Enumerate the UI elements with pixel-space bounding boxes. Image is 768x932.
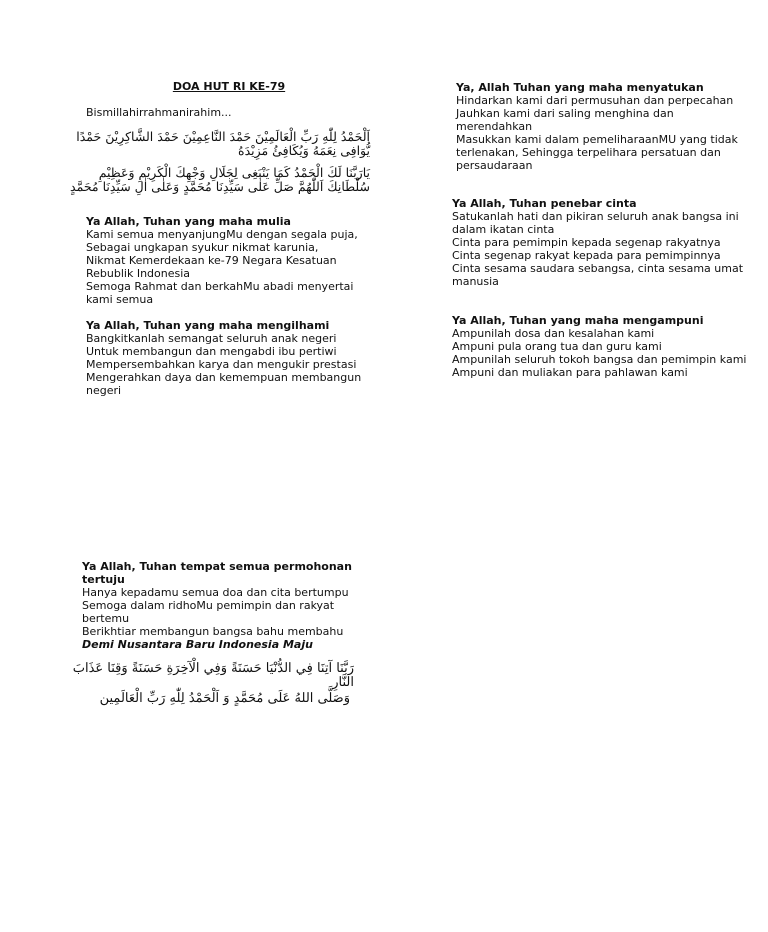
prayer-line: Berikhtiar membangun bangsa bahu membahu: [82, 625, 344, 638]
arabic-opening-salawat: يَارَبَّنَا لَكَ الْحَمْدُ كَمَا يَنْبَغِى لِجَلَالِ وَجْهِكَ الْكَرِيْمِ وَعَظِيْمِ سُلْطَانِكَ اَللّٰهُمَّ صَلِّ عَلٰى سَيِّدِنَا مُحَمَّدٍ وَعَلٰى اٰلِ سَيِّدِنَا مُحَمَّدٍ: [70, 165, 370, 194]
arabic-opening-praise: اَلْحَمْدُ لِلّٰهِ رَبِّ الْعَالَمِيْنَ حَمْدَ النَّاعِمِيْنَ حَمْدَ الشَّاكِرِيْنَ حَمْدًا يُّوَافِى نِعَمَهُ وَيُكَافِئُ مَزِيْدَهُ: [76, 129, 370, 158]
section-heading: Ya Allah, Tuhan tempat semua permohonan tertuju: [82, 560, 352, 586]
section-heading: Ya Allah, Tuhan yang maha mulia: [86, 215, 291, 228]
section-penebar-cinta: [452, 197, 752, 288]
prayer-line: Masukkan kami dalam pemeliharaanMU yang tidak terlenakan, Sehingga terpelihara persatuan dan persaudaraan: [456, 133, 738, 172]
prayer-line: Ampuni dan muliakan para pahlawan kami: [452, 366, 688, 379]
prayer-line: Sebagai ungkapan syukur nikmat karunia,: [86, 241, 319, 254]
prayer-line: Mempersembahkan karya dan mengukir prestasi: [86, 358, 357, 371]
section-maha-mulia: [86, 215, 358, 306]
closing-motto: Demi Nusantara Baru Indonesia Maju: [82, 638, 313, 651]
prayer-line: Untuk membangun dan mengabdi ibu pertiwi: [86, 345, 337, 358]
section-maha-mengampuni: [452, 314, 752, 379]
prayer-line: Kami semua menyanjungMu dengan segala puja,: [86, 228, 358, 241]
prayer-line: Ampunilah seluruh tokoh bangsa dan pemimpin kami: [452, 353, 747, 366]
basmala-text: Bismillahirrahmanirahim...: [86, 106, 232, 119]
prayer-line: Cinta sesama saudara sebangsa, cinta sesama umat manusia: [452, 262, 744, 288]
prayer-line: Ampunilah dosa dan kesalahan kami: [452, 327, 655, 340]
prayer-line: Cinta segenap rakyat kepada para pemimpinnya: [452, 249, 721, 262]
prayer-line: Cinta para pemimpin kepada segenap rakyatnya: [452, 236, 721, 249]
prayer-line: Nikmat Kemerdekaan ke-79 Negara Kesatuan Rebublik Indonesia: [86, 254, 337, 280]
prayer-line: Ampuni pula orang tua dan guru kami: [452, 340, 662, 353]
prayer-line: Semoga Rahmat dan berkahMu abadi menyertai kami semua: [86, 280, 354, 306]
prayer-line: Satukanlah hati dan pikiran seluruh anak bangsa ini dalam ikatan cinta: [452, 210, 739, 236]
prayer-line: Jauhkan kami dari saling menghina dan merendahkan: [456, 107, 674, 133]
section-maha-mengilhami: [86, 319, 366, 397]
section-heading: Ya Allah, Tuhan yang maha mengilhami: [86, 319, 330, 332]
document-title: DOA HUT RI KE-79: [172, 80, 286, 93]
section-maha-menyatukan: [456, 81, 746, 172]
arabic-closing-salawat: وَصَلَّى اللهُ عَلَى مُحَمَّدٍ وَ اَلْحَمْدُ لِلّٰهِ رَبِّ الْعَالَمِين: [99, 691, 350, 706]
section-heading: Ya Allah, Tuhan penebar cinta: [452, 197, 637, 210]
section-heading: Ya Allah, Tuhan yang maha mengampuni: [452, 314, 704, 327]
prayer-line: Mengerahkan daya dan kemempuan membangun negeri: [86, 371, 362, 397]
prayer-line: Hanya kepadamu semua doa dan cita bertumpu: [82, 586, 349, 599]
prayer-line: Semoga dalam ridhoMu pemimpin dan rakyat bertemu: [82, 599, 335, 625]
section-heading: Ya, Allah Tuhan yang maha menyatukan: [456, 81, 704, 94]
prayer-line: Hindarkan kami dari permusuhan dan perpecahan: [456, 94, 734, 107]
section-tempat-permohonan: [82, 560, 362, 651]
arabic-closing-doa: رَبَّنَا آتِنَا فِي الدُّنْيَا حَسَنَةً وَفِي الْآخِرَةِ حَسَنَةً وَقِنَا عَذَابَ النَّارِ: [72, 661, 354, 690]
prayer-line: Bangkitkanlah semangat seluruh anak negeri: [86, 332, 337, 345]
